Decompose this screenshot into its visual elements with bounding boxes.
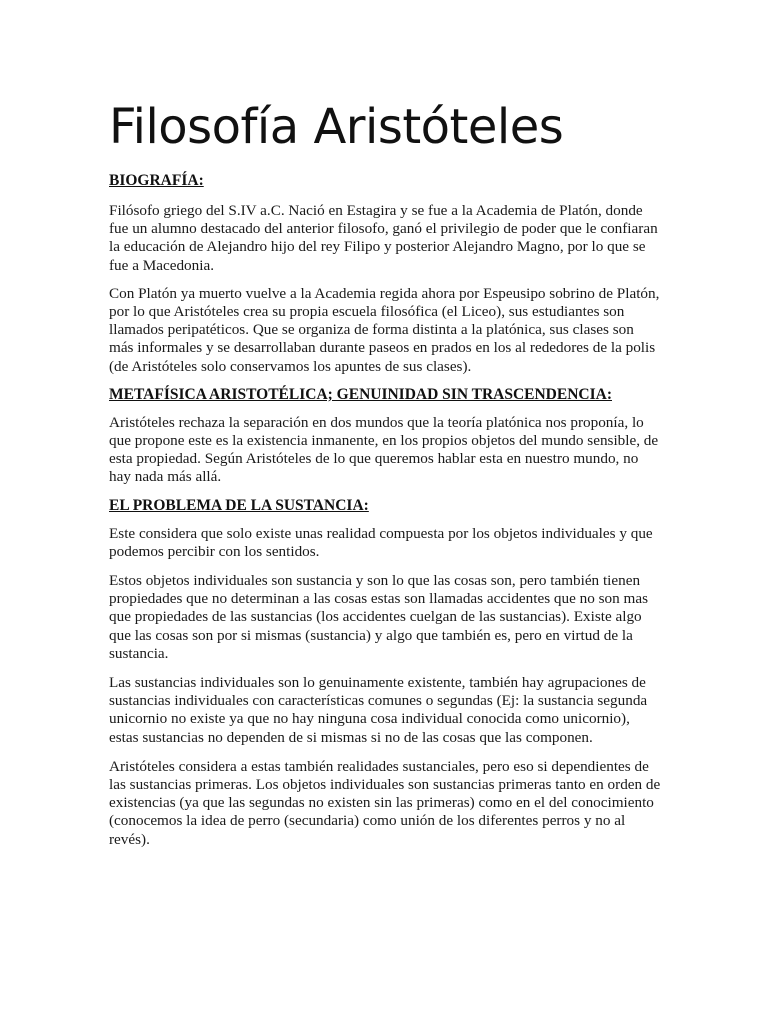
document-content bbox=[109, 92, 661, 849]
section-heading-sustancia: EL PROBLEMA DE LA SUSTANCIA: bbox=[109, 496, 369, 514]
paragraph: Filósofo griego del S.IV a.C. Nació en Estagira y se fue a la Academia de Platón, donde fue un alumno destacado del anterior filosofo, ganó el privilegio de poder que le confiaran la educación de Alejandro hijo del rey Filipo y posterior Alejandro Magno, por lo que se fue a Macedonia. bbox=[109, 202, 658, 274]
paragraph: Aristóteles rechaza la separación en dos mundos que la teoría platónica nos proponía, lo que propone este es la existencia inmanente, en los propios objetos del mundo sensible, de esta propiedad. Según Aristóteles de lo que queremos hablar esta en nuestro mundo, no hay nada más allá. bbox=[109, 413, 659, 486]
section-heading-biografia: BIOGRAFÍA: bbox=[109, 172, 204, 189]
page-title: Filosofía Aristóteles bbox=[109, 99, 564, 155]
paragraph: Aristóteles considera a estas también realidades sustanciales, pero eso si dependientes de las sustancias primeras. Los objetos individuales son sustancias primeras tanto en orden de existencias (ya que las segundas no existen sin las primeras) como en el del conocimiento (conocemos la idea de perro (secundaria) como unión de los diferentes perros y no al revés). bbox=[109, 757, 661, 848]
paragraph: Estos objetos individuales son sustancia y son lo que las cosas son, pero también tienen propiedades que no determinan a las cosas estas son llamadas accidentes que no son mas que propiedades de las sustancias (los accidentes cuelgan de las sustancias). Existe algo que las cosas son por si mismas (sustancia) y algo que también es, pero en virtud de la sustancia. bbox=[109, 572, 648, 662]
section-heading-metafisica: METAFÍSICA ARISTOTÉLICA; GENUINIDAD SIN TRASCENDENCIA: bbox=[109, 385, 612, 403]
paragraph: Las sustancias individuales son lo genuinamente existente, también hay agrupaciones de sustancias individuales con características comunes o segundas (Ej: la sustancia segunda unicornio no existe ya que no hay ninguna cosa individual conocida como unicornio), estas sustancias no dependen de si mismas si no de las cosas que las componen. bbox=[109, 674, 648, 746]
paragraph: Con Platón ya muerto vuelve a la Academia regida ahora por Espeusipo sobrino de Platón, por lo que Aristóteles crea su propia escuela filosófica (el Liceo), sus estudiantes son llamados peripatéticos. Que se organiza de forma distinta a la platónica, sus clases son más informales y se desarrollaban durante paseos en prados en los al rededores de la polis (de Aristóteles solo conservamos los apuntes de sus clases). bbox=[109, 284, 660, 375]
paragraph: Este considera que solo existe unas realidad compuesta por los objetos individuales y que podemos percibir con los sentidos. bbox=[109, 524, 653, 560]
